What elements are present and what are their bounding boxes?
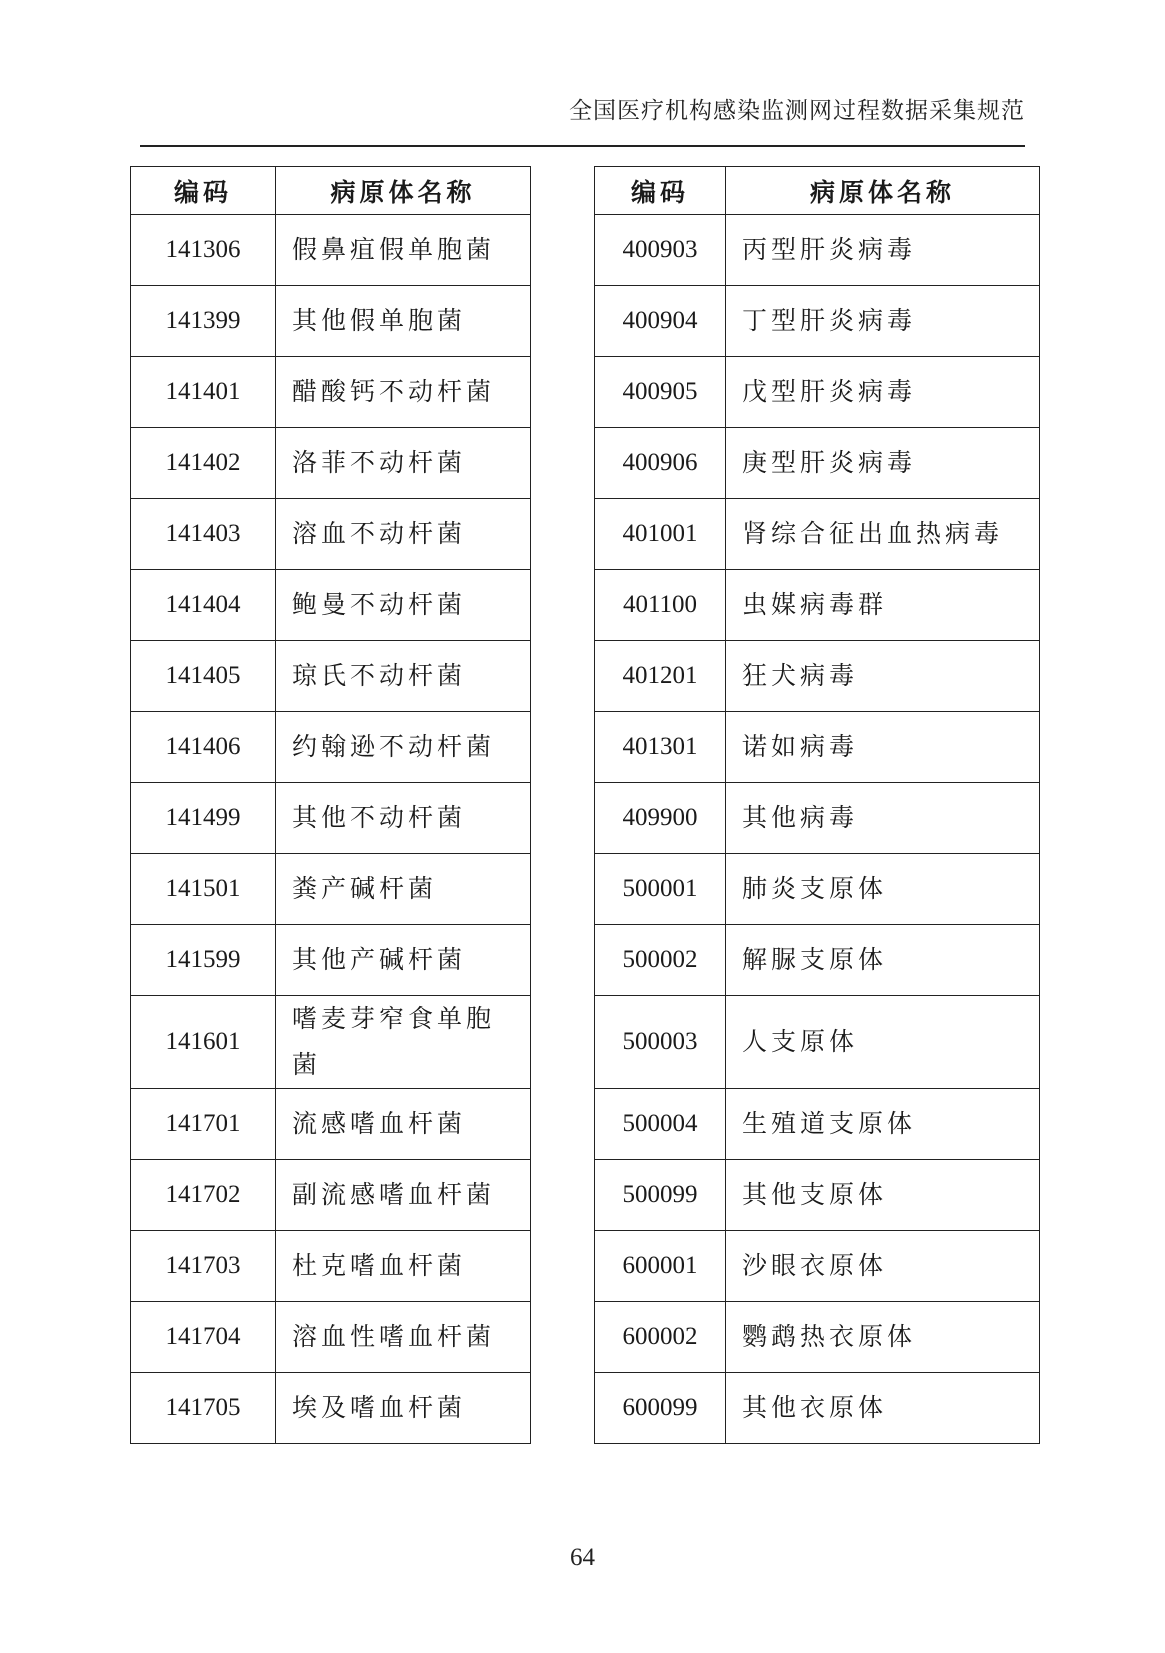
name-cell: 肾综合征出血热病毒 [726, 499, 1040, 570]
table-row [131, 641, 531, 712]
table-row [595, 428, 1040, 499]
name-cell: 诺如病毒 [726, 712, 1040, 783]
table-row [595, 215, 1040, 286]
name-cell: 埃及嗜血杆菌 [276, 1373, 531, 1444]
table-row [595, 1231, 1040, 1302]
name-cell: 肺炎支原体 [726, 854, 1040, 925]
table-row [131, 1302, 531, 1373]
table-row [131, 712, 531, 783]
table-row [131, 996, 531, 1089]
code-cell: 141501 [131, 854, 276, 925]
name-cell: 琼氏不动杆菌 [276, 641, 531, 712]
pathogen-table-left [130, 166, 531, 1444]
table-row [595, 854, 1040, 925]
table-header-row [131, 167, 531, 215]
column-header-name: 病原体名称 [726, 167, 1040, 215]
name-cell: 粪产碱杆菌 [276, 854, 531, 925]
table-row [595, 712, 1040, 783]
column-header-name: 病原体名称 [276, 167, 531, 215]
table-row [595, 357, 1040, 428]
code-cell: 500003 [595, 996, 726, 1089]
table-row [131, 499, 531, 570]
code-cell: 600099 [595, 1373, 726, 1444]
name-cell: 嗜麦芽窄食单胞菌 [276, 996, 531, 1089]
pathogen-table-right [594, 166, 1040, 1444]
code-cell: 600002 [595, 1302, 726, 1373]
code-cell: 500099 [595, 1160, 726, 1231]
table-row [595, 783, 1040, 854]
name-cell: 狂犬病毒 [726, 641, 1040, 712]
code-cell: 401100 [595, 570, 726, 641]
code-cell: 141701 [131, 1089, 276, 1160]
table-row [131, 428, 531, 499]
code-cell: 400905 [595, 357, 726, 428]
name-cell: 庚型肝炎病毒 [726, 428, 1040, 499]
name-cell: 沙眼衣原体 [726, 1231, 1040, 1302]
name-cell: 丙型肝炎病毒 [726, 215, 1040, 286]
table-row [595, 1089, 1040, 1160]
name-cell: 约翰逊不动杆菌 [276, 712, 531, 783]
code-cell: 401001 [595, 499, 726, 570]
table-row [595, 641, 1040, 712]
name-cell: 其他不动杆菌 [276, 783, 531, 854]
table-row [131, 215, 531, 286]
code-cell: 500002 [595, 925, 726, 996]
header-rule [140, 145, 1025, 147]
code-cell: 141704 [131, 1302, 276, 1373]
column-header-code: 编码 [131, 167, 276, 215]
column-header-code: 编码 [595, 167, 726, 215]
name-cell: 其他病毒 [726, 783, 1040, 854]
code-cell: 401201 [595, 641, 726, 712]
code-cell: 141599 [131, 925, 276, 996]
table-row [595, 925, 1040, 996]
name-cell: 鲍曼不动杆菌 [276, 570, 531, 641]
page-number: 64 [570, 1544, 595, 1571]
name-cell: 其他衣原体 [726, 1373, 1040, 1444]
table-row [595, 1302, 1040, 1373]
code-cell: 500004 [595, 1089, 726, 1160]
name-cell: 醋酸钙不动杆菌 [276, 357, 531, 428]
table-row [595, 996, 1040, 1089]
code-cell: 141401 [131, 357, 276, 428]
name-cell: 人支原体 [726, 996, 1040, 1089]
code-cell: 141705 [131, 1373, 276, 1444]
code-cell: 400906 [595, 428, 726, 499]
code-cell: 141703 [131, 1231, 276, 1302]
code-cell: 141406 [131, 712, 276, 783]
name-cell: 戊型肝炎病毒 [726, 357, 1040, 428]
name-cell: 杜克嗜血杆菌 [276, 1231, 531, 1302]
name-cell: 溶血不动杆菌 [276, 499, 531, 570]
table-header-row [595, 167, 1040, 215]
code-cell: 141499 [131, 783, 276, 854]
name-cell: 丁型肝炎病毒 [726, 286, 1040, 357]
table-row [131, 1231, 531, 1302]
code-cell: 600001 [595, 1231, 726, 1302]
code-cell: 141399 [131, 286, 276, 357]
name-cell: 流感嗜血杆菌 [276, 1089, 531, 1160]
name-cell: 鹦鹉热衣原体 [726, 1302, 1040, 1373]
table-row [131, 1160, 531, 1231]
code-cell: 401301 [595, 712, 726, 783]
name-cell: 溶血性嗜血杆菌 [276, 1302, 531, 1373]
name-cell: 其他假单胞菌 [276, 286, 531, 357]
table-row [595, 1373, 1040, 1444]
code-cell: 141702 [131, 1160, 276, 1231]
code-cell: 141403 [131, 499, 276, 570]
code-cell: 141405 [131, 641, 276, 712]
name-cell: 生殖道支原体 [726, 1089, 1040, 1160]
code-cell: 500001 [595, 854, 726, 925]
code-cell: 141601 [131, 996, 276, 1089]
code-cell: 400903 [595, 215, 726, 286]
code-cell: 409900 [595, 783, 726, 854]
table-row [131, 1373, 531, 1444]
table-row [131, 570, 531, 641]
table-row [131, 925, 531, 996]
table-row [131, 1089, 531, 1160]
name-cell: 假鼻疽假单胞菌 [276, 215, 531, 286]
name-cell: 其他支原体 [726, 1160, 1040, 1231]
table-row [595, 286, 1040, 357]
name-cell: 副流感嗜血杆菌 [276, 1160, 531, 1231]
code-cell: 141306 [131, 215, 276, 286]
name-cell: 其他产碱杆菌 [276, 925, 531, 996]
code-cell: 141402 [131, 428, 276, 499]
running-header-title: 全国医疗机构感染监测网过程数据采集规范 [569, 98, 1025, 124]
table-row [595, 570, 1040, 641]
table-row [131, 286, 531, 357]
table-row [131, 854, 531, 925]
code-cell: 400904 [595, 286, 726, 357]
code-cell: 141404 [131, 570, 276, 641]
table-row [131, 357, 531, 428]
table-row [131, 783, 531, 854]
table-row [595, 1160, 1040, 1231]
name-cell: 虫媒病毒群 [726, 570, 1040, 641]
name-cell: 洛菲不动杆菌 [276, 428, 531, 499]
name-cell: 解脲支原体 [726, 925, 1040, 996]
table-row [595, 499, 1040, 570]
